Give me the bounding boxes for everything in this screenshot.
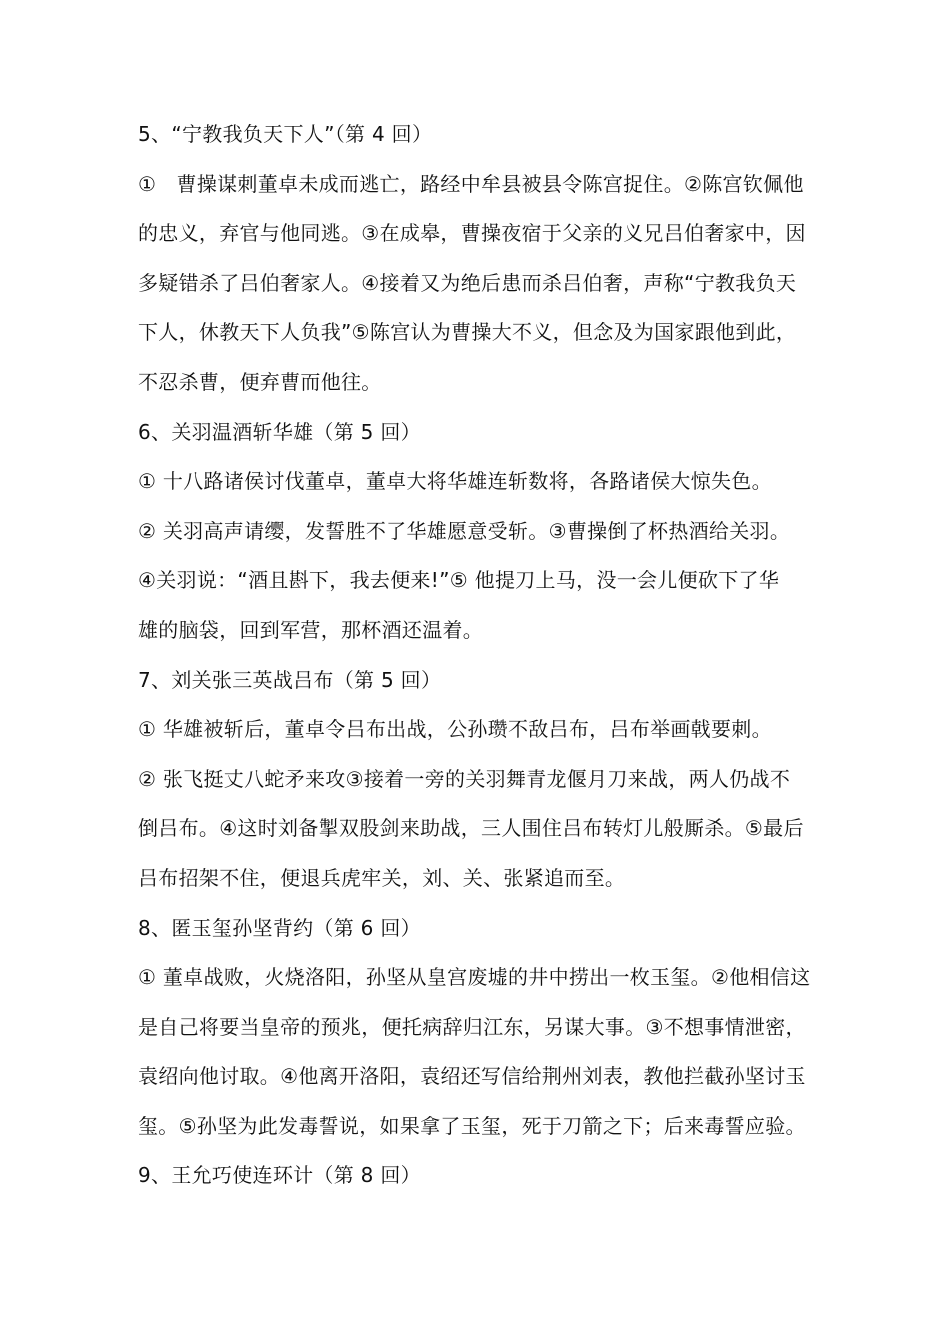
paragraph-line: ① 十八路诸侯讨伐董卓，董卓大将华雄连斩数将，各路诸侯大惊失色。 <box>138 469 772 494</box>
paragraph-line: 吕布招架不住，便退兵虎牢关，刘、关、张紧追而至。 <box>138 865 626 890</box>
paragraph-line: 玺。⑤孙坚为此发毒誓说，如果拿了玉玺，死于刀箭之下；后来毒誓应验。 <box>138 1113 806 1138</box>
paragraph-line: ① 曹操谋刺董卓未成而逃亡，路经中牟县被县令陈宫捉住。②陈宫钦佩他 <box>138 171 804 196</box>
paragraph-line: 下人，休教天下人负我”⑤陈宫认为曹操大不义，但念及为国家跟他到此， <box>138 320 797 345</box>
section-heading-5: 5、“宁教我负天下人”（第 4 回） <box>138 122 433 146</box>
paragraph-line: ① 董卓战败，火烧洛阳，孙坚从皇宫废墟的井中捞出一枚玉玺。②他相信这 <box>138 965 811 990</box>
paragraph-line: ① 华雄被斩后，董卓令吕布出战，公孙瓒不敌吕布，吕布举画戟要刺。 <box>138 717 772 742</box>
paragraph-line: 是自己将要当皇帝的预兆，便托病辞归江东，另谋大事。③不想事情泄密， <box>138 1014 806 1039</box>
paragraph-line: ④关羽说：“酒且斟下，我去便来!”⑤ 他提刀上马，没一会儿便砍下了华 <box>138 568 780 593</box>
paragraph-line: 倒吕布。④这时刘备掣双股剑来助战，三人围住吕布转灯儿般厮杀。⑤最后 <box>138 816 804 841</box>
document-page <box>138 110 818 1201</box>
section-heading-6: 6、关羽温酒斩华雄（第 5 回） <box>138 419 421 444</box>
paragraph-line: 袁绍向他讨取。④他离开洛阳，袁绍还写信给荆州刘表，教他拦截孙坚讨玉 <box>138 1064 806 1089</box>
section-heading-7: 7、刘关张三英战吕布（第 5 回） <box>138 667 442 692</box>
paragraph-line: 雄的脑袋，回到军营，那杯酒还温着。 <box>138 617 484 642</box>
paragraph-line: ② 张飞挺丈八蛇矛来攻③接着一旁的关羽舞青龙偃月刀来战，两人仍战不 <box>138 766 791 791</box>
paragraph-line: 多疑错杀了吕伯奢家人。④接着又为绝后患而杀吕伯奢，声称“宁教我负天 <box>138 270 797 295</box>
paragraph-line: ② 关羽高声请缨，发誓胜不了华雄愿意受斩。③曹操倒了杯热酒给关羽。 <box>138 518 791 543</box>
section-heading-9: 9、王允巧使连环计（第 8 回） <box>138 1163 421 1188</box>
paragraph-line: 不忍杀曹，便弃曹而他往。 <box>138 369 382 394</box>
section-heading-8: 8、匿玉玺孙坚背约（第 6 回） <box>138 915 421 940</box>
paragraph-line: 的忠义，弃官与他同逃。③在成皋，曹操夜宿于父亲的义兄吕伯奢家中，因 <box>138 221 806 246</box>
